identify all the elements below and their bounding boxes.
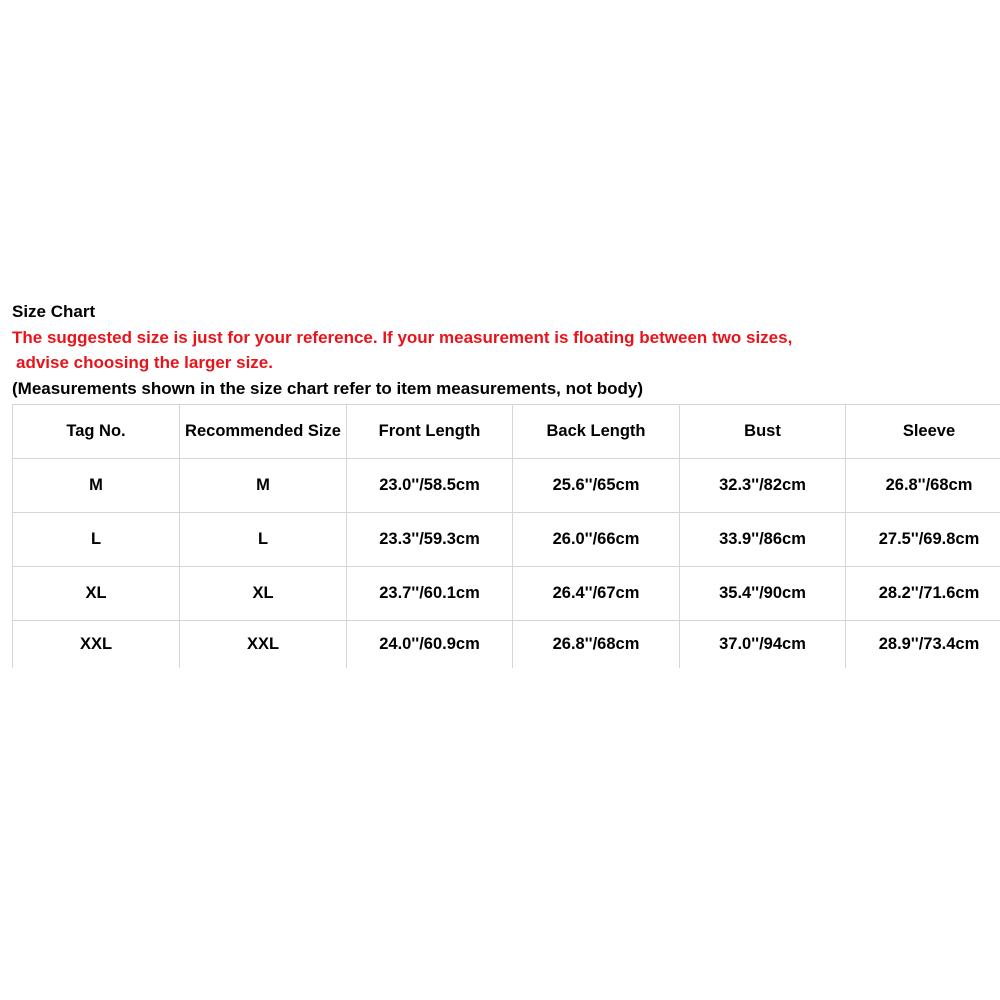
size-notice-line-1: The suggested size is just for your reference. If your measurement is floating between two sizes,	[12, 327, 793, 347]
column-header-bust: Bust	[680, 405, 846, 459]
cell-tag-no: L	[13, 513, 180, 567]
cell-recommended-size: M	[180, 459, 347, 513]
size-chart-header	[12, 299, 992, 401]
cell-sleeve: 26.8''/68cm	[846, 459, 1000, 513]
cell-recommended-size: L	[180, 513, 347, 567]
cell-front-length: 23.0''/58.5cm	[347, 459, 513, 513]
cell-recommended-size: XL	[180, 567, 347, 621]
cell-front-length: 24.0''/60.9cm	[347, 621, 513, 669]
cell-sleeve: 27.5''/69.8cm	[846, 513, 1000, 567]
column-header-tag-no: Tag No.	[13, 405, 180, 459]
cell-sleeve: 28.2''/71.6cm	[846, 567, 1000, 621]
table-header-row	[13, 405, 1000, 459]
column-header-sleeve: Sleeve	[846, 405, 1000, 459]
cell-back-length: 26.0''/66cm	[513, 513, 680, 567]
cell-front-length: 23.7''/60.1cm	[347, 567, 513, 621]
size-table	[12, 404, 1000, 668]
cell-tag-no: XXL	[13, 621, 180, 669]
cell-tag-no: M	[13, 459, 180, 513]
column-header-back-length: Back Length	[513, 405, 680, 459]
measurement-note: (Measurements shown in the size chart refer to item measurements, not body)	[12, 378, 644, 398]
cell-front-length: 23.3''/59.3cm	[347, 513, 513, 567]
cell-recommended-size: XXL	[180, 621, 347, 669]
table-row	[13, 567, 1000, 621]
cell-bust: 37.0''/94cm	[680, 621, 846, 669]
table-row	[13, 513, 1000, 567]
cell-bust: 35.4''/90cm	[680, 567, 846, 621]
cell-bust: 33.9''/86cm	[680, 513, 846, 567]
table-row	[13, 621, 1000, 669]
cell-tag-no: XL	[13, 567, 180, 621]
cell-back-length: 25.6''/65cm	[513, 459, 680, 513]
cell-back-length: 26.8''/68cm	[513, 621, 680, 669]
column-header-recommended-size: Recommended Size	[180, 405, 347, 459]
size-notice-line-2: advise choosing the larger size.	[16, 353, 273, 372]
cell-back-length: 26.4''/67cm	[513, 567, 680, 621]
cell-bust: 32.3''/82cm	[680, 459, 846, 513]
table-row	[13, 459, 1000, 513]
column-header-front-length: Front Length	[347, 405, 513, 459]
cell-sleeve: 28.9''/73.4cm	[846, 621, 1000, 669]
size-chart-title: Size Chart	[12, 302, 96, 321]
